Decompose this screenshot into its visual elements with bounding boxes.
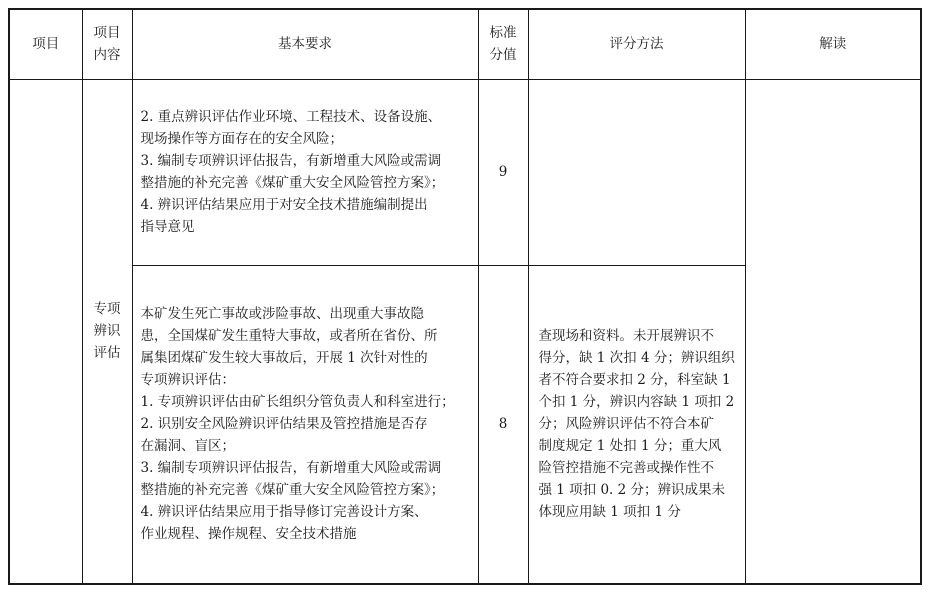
method-line: 体现应用缺 1 项扣 1 分 (538, 504, 681, 521)
header-score (478, 9, 528, 79)
requirement-line: 4. 辨识评估结果应用于对安全技术措施编制提出 (140, 197, 428, 213)
header-item: 项目 (9, 9, 82, 79)
scoring-table (8, 8, 922, 585)
requirement-line: 1. 专项辨识评估由矿长组织分管负责人和科室进行； (140, 394, 455, 411)
method-line: 查现场和资料。未开展辨识不 (538, 328, 714, 345)
requirement-line: 整措施的补充完善《煤矿重大安全风险管控方案》； (140, 482, 445, 499)
header-requirements: 基本要求 (132, 9, 478, 79)
item-cell (9, 79, 82, 584)
requirement-line: 指导意见 (140, 219, 195, 235)
requirement-line: 患，全国煤矿发生重特大事故，或者所在省份、所 (140, 328, 438, 345)
method-line: 强 1 项扣 0. 2 分；辨识成果未 (538, 482, 726, 499)
header-content (82, 9, 132, 79)
header-content-line: 项目 (93, 25, 121, 42)
score-cell: 9 (478, 79, 528, 265)
method-line: 分；风险辨识评估不符合本矿 (538, 416, 714, 433)
requirement-line: 作业规程、操作规程、安全技术措施 (140, 526, 357, 543)
requirement-line: 2. 识别安全风险辨识评估结果及管控措施是否存 (140, 416, 428, 433)
method-cell (528, 265, 745, 584)
requirement-line: 属集团煤矿发生较大事故后，开展 1 次针对性的 (140, 350, 428, 367)
requirement-line: 3. 编制专项辨识评估报告，有新增重大风险或需调 (140, 153, 442, 169)
requirements-cell (132, 79, 478, 265)
requirement-line: 4. 辨识评估结果应用于指导修订完善设计方案、 (140, 504, 428, 521)
header-interpretation: 解读 (745, 9, 921, 79)
method-line: 者不符合要求扣 2 分，科室缺 1 (538, 372, 731, 389)
method-line: 险管控措施不完善或操作性不 (538, 460, 714, 477)
method-line: 制度规定 1 处扣 1 分；重大风 (538, 438, 722, 455)
requirement-line: 专项辨识评估： (140, 372, 235, 389)
header-method: 评分方法 (528, 9, 745, 79)
header-content-line: 内容 (93, 47, 121, 64)
content-line: 辨识 (93, 323, 121, 340)
method-line: 个扣 1 分，辨识内容缺 1 项扣 2 (538, 394, 735, 411)
table-row (9, 79, 921, 265)
requirement-line: 整措施的补充完善《煤矿重大安全风险管控方案》； (140, 175, 445, 191)
requirement-line: 现场操作等方面存在的安全风险； (140, 131, 343, 147)
requirements-cell (132, 265, 478, 584)
requirement-line: 在漏洞、盲区； (140, 438, 235, 455)
requirement-line: 本矿发生死亡事故或涉险事故、出现重大事故隐 (140, 306, 424, 323)
interpretation-cell (745, 79, 921, 584)
requirement-line: 3. 编制专项辨识评估报告，有新增重大风险或需调 (140, 460, 442, 477)
method-cell (528, 79, 745, 265)
header-row (9, 9, 921, 79)
score-cell: 8 (478, 265, 528, 584)
content-cell (82, 79, 132, 584)
header-score-line: 标准 (489, 25, 517, 42)
content-line: 专项 (93, 301, 121, 318)
requirement-line: 2. 重点辨识评估作业环境、工程技术、设备设施、 (140, 109, 442, 125)
header-score-line: 分值 (489, 47, 517, 64)
method-line: 得分，缺 1 次扣 4 分；辨识组织 (538, 350, 735, 367)
content-line: 评估 (93, 345, 121, 362)
